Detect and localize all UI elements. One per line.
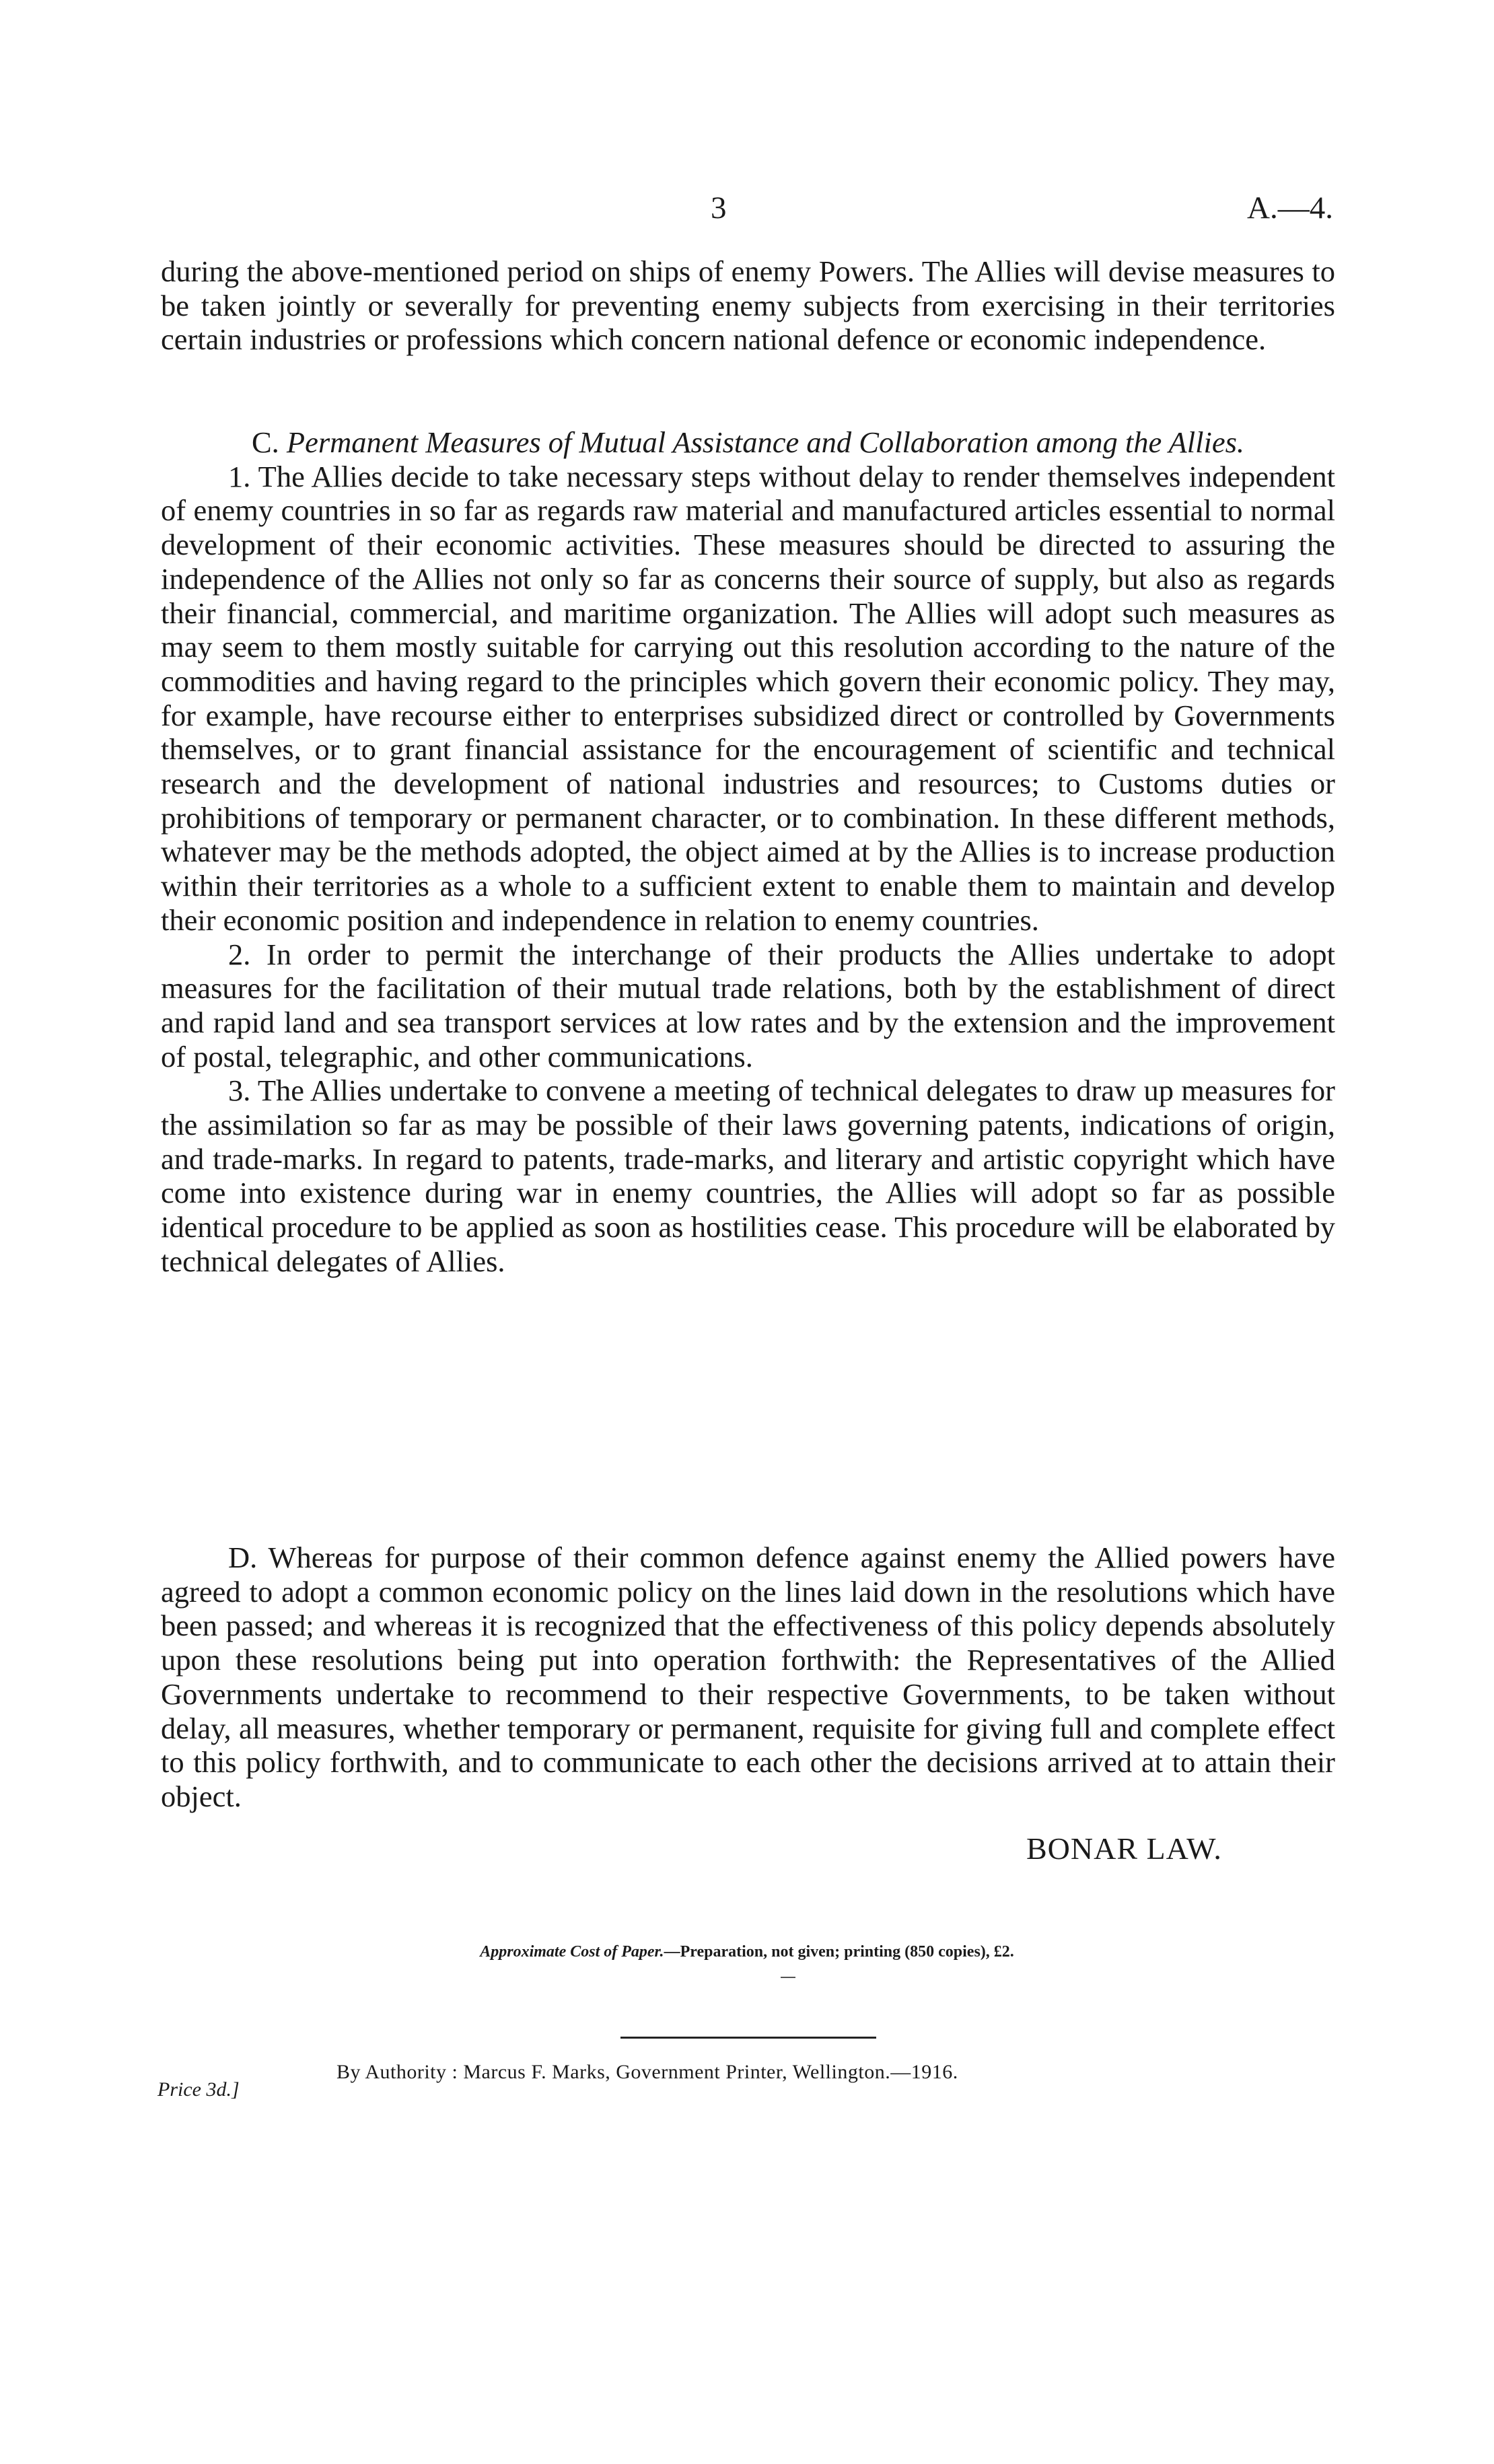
cost-text: —Preparation, not given; printing (850 copies), £2. [664, 1943, 1014, 1961]
paragraph-c3: 3. The Allies undertake to convene a meeting of technical delegates to draw up measures for the assimilation so far as may be possible of their laws governing patents, indications of origin, and trade-marks. In regard to patents, trade-marks, and literary and artistic copyright which have come into existence during war in enemy countries, the Allies will adopt so far as possible identical procedure to be applied as soon as hostilities cease. This procedure will be elaborated by technical delegates of Allies. [161, 1073, 1335, 1278]
section-c [161, 425, 1335, 1279]
section-c-heading [161, 425, 1335, 460]
cost-label: Approximate Cost of Paper. [480, 1943, 664, 1961]
section-c-letter: C. [251, 425, 279, 459]
body-text-top [161, 254, 1335, 357]
document-reference: A.—4. [1247, 190, 1333, 225]
continuation-paragraph: during the above-mentioned period on ships of enemy Powers. The Allies will devise measures to be taken jointly or severally for preventing enemy subjects from exercising in their territories certain industries or professions which concern national defence or economic independence. [161, 254, 1335, 357]
paragraph-c2: 2. In order to permit the interchange of their products the Allies undertake to adopt measures for the facilitation of their mutual trade relations, both by the establishment of direct and rapid land and sea transport services at low rates and by the extension and the improvement of postal, telegraphic, and other communications. [161, 937, 1335, 1073]
price: Price 3d.] [157, 2078, 240, 2101]
printer-authority: By Authority : Marcus F. Marks, Government Printer, Wellington.—1916. [336, 2061, 958, 2083]
footer-divider [620, 2037, 876, 2039]
section-d [161, 1541, 1335, 1814]
cost-note [0, 1943, 1494, 1961]
paragraph-c1: 1. The Allies decide to take necessary steps without delay to render themselves independent of enemy countries in so far as regards raw material and manufactured articles essential to normal development of their economic activities. These measures should be directed to assuring the independence of the Allies not only so far as concerns their source of supply, but also as regards their financial, commercial, and maritime organization. The Allies will adopt such measures as may seem to them mostly suitable for carrying out this resolution according to the nature of the commodities and having regard to the principles which govern their economic policy. They may, for example, have recourse either to enterprises subsidized direct or controlled by Governments themselves, or to grant financial assistance for the encouragement of scientific and technical research and the development of national industries and resources; to Customs duties or prohibitions of temporary or permanent character, or to combination. In these different methods, whatever may be the methods adopted, the object aimed at by the Allies is to increase production within their territories as a whole to a sufficient extent to enable them to maintain and develop their economic position and independence in relation to enemy countries. [161, 459, 1335, 937]
short-divider [781, 1977, 795, 1978]
signature: BONAR LAW. [1026, 1831, 1222, 1866]
section-c-title: Permanent Measures of Mutual Assistance and Collaboration among the Allies. [286, 425, 1245, 459]
paragraph-d: D. Whereas for purpose of their common defence against enemy the Allied powers have agreed to adopt a common economic policy on the lines laid down in the resolutions which have been passed; and whereas it is recognized that the effectiveness of this policy depends absolutely upon these resolutions being put into operation forthwith: the Representatives of the Allied Governments undertake to recommend to their respective Governments, to be taken without delay, all measures, whether temporary or permanent, requisite for giving full and complete effect to this policy forthwith, and to communicate to each other the decisions arrived at to attain their object. [161, 1541, 1335, 1813]
page-number: 3 [711, 190, 727, 225]
